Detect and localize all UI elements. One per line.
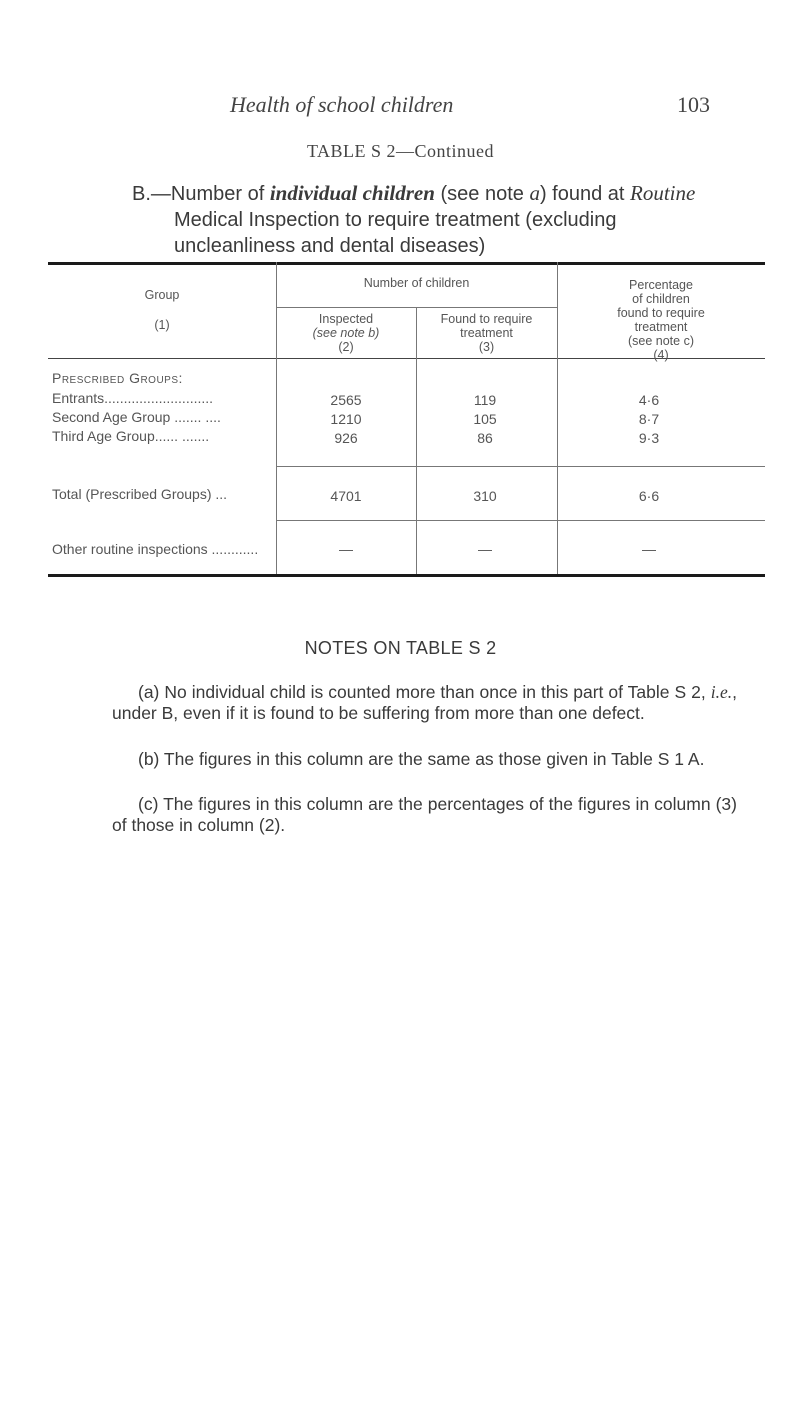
note-c: (c) The figures in this column are the percentages of the figures in column (3) of those in column (2). xyxy=(112,794,737,835)
found-value: 310 xyxy=(473,488,497,504)
percentage-value: 9·3 xyxy=(638,430,660,446)
total-top-line xyxy=(276,466,765,467)
table-caption: B.—Number of individual children (see note a) found at Routine Medical Inspection to require treatment (excluding uncleanliness and dental diseases) xyxy=(132,181,696,257)
inspected-value: 1210 xyxy=(330,411,362,427)
inspected-value: 2565 xyxy=(330,392,362,408)
percentage-value: 8·7 xyxy=(638,411,660,427)
group-header: Group (1) xyxy=(144,288,180,332)
percentage-value: — xyxy=(642,541,656,557)
caption-emphasis: individual children xyxy=(269,181,435,205)
inspected-header: Inspected (see note b) (2) xyxy=(312,312,380,354)
percentage-value: 4·6 xyxy=(638,392,660,408)
row-label: Entrants xyxy=(52,390,105,406)
found-value: 105 xyxy=(473,411,497,427)
column-divider-1 xyxy=(276,262,277,574)
notes-title: NOTES ON TABLE S 2 xyxy=(304,638,497,658)
found-value: — xyxy=(478,541,492,557)
row-label: Third Age Group xyxy=(52,428,155,444)
page-number: 103 xyxy=(677,92,710,117)
percentage-header: Percentage of children found to require treatment (see note c) (4) xyxy=(617,278,705,362)
number-of-children-header: Number of children xyxy=(363,276,470,290)
row-label: Total (Prescribed Groups) ... xyxy=(52,486,228,502)
inspected-value: 926 xyxy=(334,430,358,446)
row-label: Other routine inspections xyxy=(52,541,208,557)
table-label: TABLE S 2—Continued xyxy=(306,141,495,161)
found-value: 119 xyxy=(473,392,497,408)
section-label: Prescribed Groups: xyxy=(52,370,183,386)
inspected-value: — xyxy=(339,541,353,557)
inspected-value: 4701 xyxy=(330,488,362,504)
found-value: 86 xyxy=(477,430,493,446)
table-bottom-rule xyxy=(48,574,765,577)
table-top-rule xyxy=(48,262,765,265)
running-title: Health of school children xyxy=(230,92,454,117)
note-a: (a) No individual child is counted more than once in this part of Table S 2, i.e., under B, even if it is found to be suffering from more than one defect. xyxy=(112,682,737,723)
percentage-value: 6·6 xyxy=(638,488,660,504)
row-label: Second Age Group xyxy=(52,409,171,425)
note-b: (b) The figures in this column are the same as those given in Table S 1 A. xyxy=(138,749,705,769)
other-top-line xyxy=(276,520,765,521)
found-header: Found to require treatment (3) xyxy=(440,312,533,354)
